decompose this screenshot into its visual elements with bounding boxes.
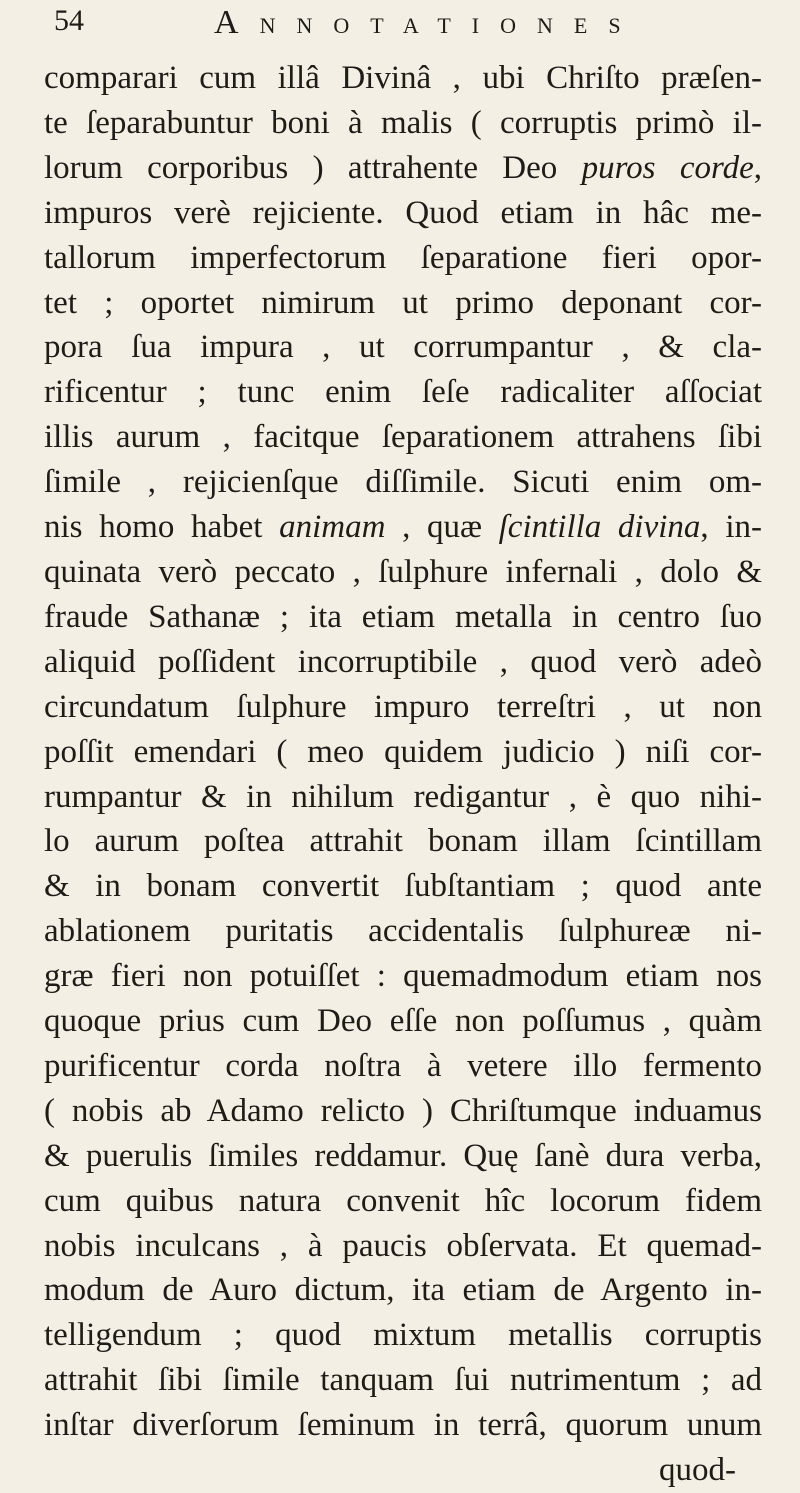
text-line: cum quibus natura convenit hîc locorum fidem bbox=[44, 1182, 762, 1219]
text-line: illis aurum , facitque ſeparationem attrahens ſibi bbox=[44, 419, 762, 456]
text-line: græ fieri non potuiſſet : quemadmodum etiam nos bbox=[44, 958, 762, 995]
running-head-initial: A bbox=[214, 4, 260, 41]
text-line: te ſeparabuntur boni à malis ( corruptis primò il- bbox=[44, 104, 762, 141]
italic-text: puros corde bbox=[581, 149, 754, 186]
text-line: telligendum ; quod mixtum metallis corruptis bbox=[44, 1317, 762, 1354]
text-line: inſtar diverſorum ſeminum in terrâ, quorum unum bbox=[44, 1407, 762, 1444]
catchword: quod- bbox=[659, 1452, 736, 1489]
text-line: & puerulis ſimiles reddamur. Quę ſanè dura verba, bbox=[44, 1137, 762, 1174]
text-line: rificentur ; tunc enim ſeſe radicaliter aſſociat bbox=[44, 374, 762, 411]
page-header bbox=[44, 0, 762, 56]
running-head-rest: NNOTATIONES bbox=[259, 13, 642, 38]
text-line: attrahit ſibi ſimile tanquam ſui nutrimentum ; ad bbox=[44, 1362, 762, 1399]
text-line: & in bonam convertit ſubſtantiam ; quod ante bbox=[44, 868, 762, 905]
text-line: pora ſua impura , ut corrumpantur , & cla- bbox=[44, 329, 762, 366]
text-line: fraude Sathanæ ; ita etiam metalla in centro ſuo bbox=[44, 598, 762, 635]
text-line: lorum corporibus ) attrahente Deo puros corde, bbox=[44, 149, 762, 186]
text-line: nis homo habet animam , quæ ſcintilla divina, in- bbox=[44, 509, 762, 546]
running-head bbox=[214, 4, 642, 42]
text-line: lo aurum poſtea attrahit bonam illam ſcintillam bbox=[44, 823, 762, 860]
page-number: 54 bbox=[54, 4, 84, 37]
body-text bbox=[44, 56, 762, 1493]
text-line: tallorum imperfectorum ſeparatione fieri opor- bbox=[44, 239, 762, 276]
text-line: quinata verò peccato , ſulphure infernali , dolo & bbox=[44, 553, 762, 590]
text-line: ablationem puritatis accidentalis ſulphureæ ni- bbox=[44, 913, 762, 950]
text-line: tet ; oportet nimirum ut primo deponant cor- bbox=[44, 284, 762, 321]
italic-text: animam bbox=[279, 509, 386, 546]
text-line: quoque prius cum Deo eſſe non poſſumus , quàm bbox=[44, 1003, 762, 1040]
text-line: ſimile , rejicienſque diſſimile. Sicuti enim om- bbox=[44, 464, 762, 501]
text-line: aliquid poſſident incorruptibile , quod verò adeò bbox=[44, 643, 762, 680]
text-line: comparari cum illâ Divinâ , ubi Chriſto præſen- bbox=[44, 60, 762, 96]
text-line: nobis inculcans , à paucis obſervata. Et quemad- bbox=[44, 1227, 762, 1264]
text-line: purificentur corda noſtra à vetere illo fermento bbox=[44, 1047, 762, 1084]
text-line: ( nobis ab Adamo relicto ) Chriſtumque induamus bbox=[44, 1092, 762, 1129]
text-line: modum de Auro dictum, ita etiam de Argento in- bbox=[44, 1272, 762, 1309]
text-line: impuros verè rejiciente. Quod etiam in hâc me- bbox=[44, 194, 762, 231]
text-line: circundatum ſulphure impuro terreſtri , ut non bbox=[44, 688, 762, 725]
text-line: poſſit emendari ( meo quidem judicio ) niſi cor- bbox=[44, 733, 762, 770]
italic-text: ſcintilla divina bbox=[498, 509, 701, 546]
text-line: rumpantur & in nihilum redigantur , è quo nihi- bbox=[44, 778, 762, 815]
